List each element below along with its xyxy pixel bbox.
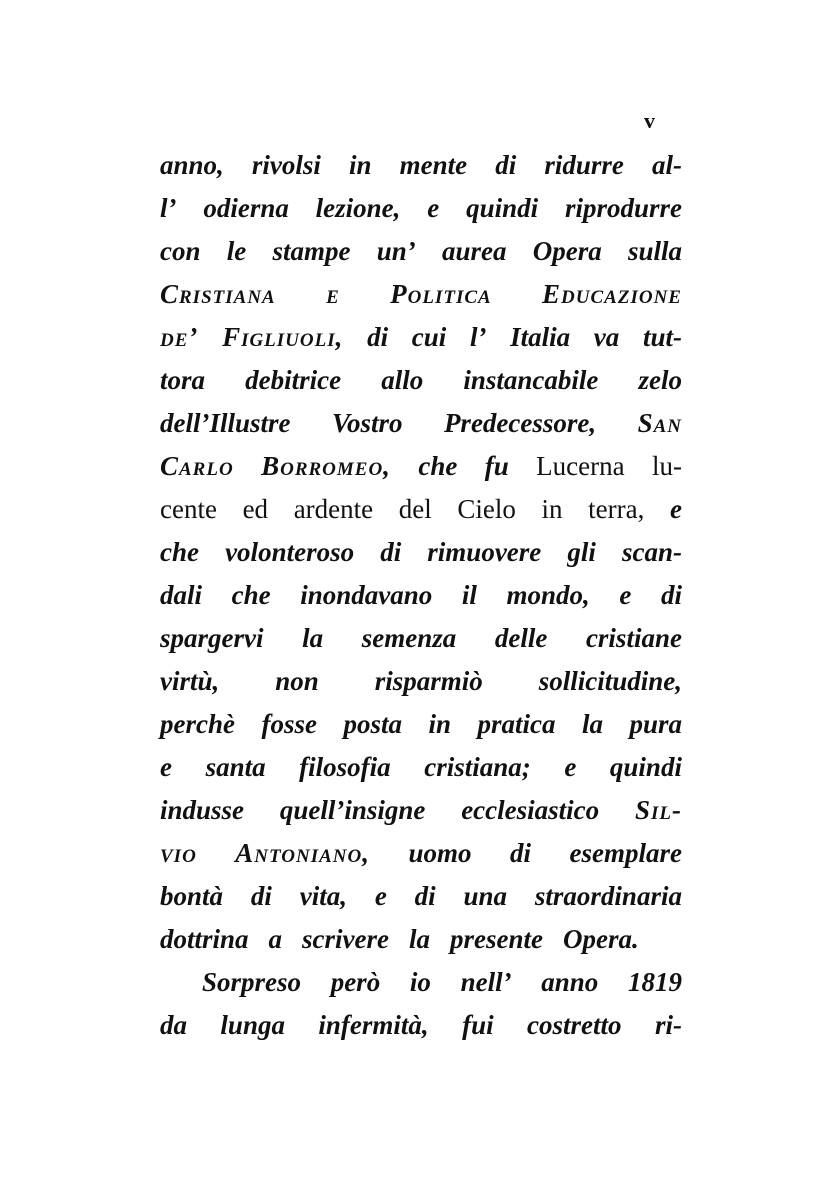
- word: delle: [494, 623, 548, 653]
- word: la: [409, 924, 431, 954]
- word: infermità,: [318, 1010, 429, 1040]
- word: cristiana;: [424, 752, 531, 782]
- word: presente: [450, 924, 543, 954]
- word: bontà: [160, 881, 224, 911]
- word: allo: [381, 365, 424, 395]
- word: di: [414, 881, 436, 911]
- word: e: [374, 881, 387, 911]
- word: posta: [343, 709, 402, 739]
- body-text: [160, 150, 682, 1053]
- word: rivolsi: [251, 150, 321, 180]
- word: Opera.: [563, 924, 639, 954]
- text-line: [160, 666, 682, 709]
- word: del: [398, 494, 432, 524]
- word: instancabile: [463, 365, 599, 395]
- word: uomo: [408, 838, 472, 868]
- text-line: [160, 279, 682, 322]
- page-number: v: [644, 108, 655, 133]
- text-line: [160, 537, 682, 580]
- word: di: [660, 580, 682, 610]
- word: indusse: [160, 795, 245, 825]
- word: Predecessore,: [443, 408, 597, 438]
- word: tora: [160, 365, 206, 395]
- word: quindi: [609, 752, 682, 782]
- word: di: [509, 838, 531, 868]
- word: l’: [160, 193, 177, 223]
- text-line: [160, 236, 682, 279]
- word: volonteroso: [225, 537, 355, 567]
- word: di: [250, 881, 272, 911]
- word: spargervi: [160, 623, 264, 653]
- word: Educazione: [542, 279, 682, 309]
- word: perchè: [160, 709, 235, 739]
- word: dell’Illustre: [160, 408, 291, 438]
- word: va: [593, 322, 620, 352]
- word: lunga: [220, 1010, 285, 1040]
- word: le: [226, 236, 247, 266]
- word: rimuovere: [427, 537, 542, 567]
- word: e: [160, 752, 172, 782]
- word: di: [380, 537, 402, 567]
- word: Cielo: [457, 494, 516, 524]
- word: in: [541, 494, 563, 524]
- text-line: [160, 623, 682, 666]
- text-line: [160, 967, 682, 1010]
- word: riprodurre: [564, 193, 682, 223]
- word: un’: [376, 236, 416, 266]
- word: vita,: [299, 881, 347, 911]
- word: ecclesiastico: [461, 795, 600, 825]
- word: al-: [651, 150, 682, 180]
- word: cui: [411, 322, 447, 352]
- word: e: [619, 580, 632, 610]
- text-line: [160, 838, 682, 881]
- word: e: [427, 193, 440, 223]
- word: 1819: [627, 967, 682, 997]
- word: però: [330, 967, 381, 997]
- word: de’: [160, 322, 199, 352]
- word: Antoniano,: [235, 838, 370, 868]
- text-line: [160, 881, 682, 924]
- word: nell’: [460, 967, 512, 997]
- word: Italia: [510, 322, 571, 352]
- word: una: [463, 881, 508, 911]
- word: Vostro: [331, 408, 403, 438]
- word: debitrice: [245, 365, 342, 395]
- word: risparmiò: [374, 666, 483, 696]
- word: che: [418, 451, 458, 481]
- word: ardente: [293, 494, 374, 524]
- word: dottrina: [160, 924, 249, 954]
- word: esemplare: [569, 838, 682, 868]
- word: la: [302, 623, 324, 653]
- word: straordinaria: [534, 881, 682, 911]
- word: odierna: [203, 193, 289, 223]
- word: sollicitudine,: [538, 666, 682, 696]
- word: non: [275, 666, 319, 696]
- word: Politica: [390, 279, 492, 309]
- word: ri-: [654, 1010, 682, 1040]
- word: cente: [160, 494, 217, 524]
- word: quell’insigne: [279, 795, 426, 825]
- word: e: [564, 752, 577, 782]
- word: in: [349, 150, 372, 180]
- word: e: [669, 494, 682, 524]
- text-line: [160, 752, 682, 795]
- text-line: [160, 580, 682, 623]
- word: in: [428, 709, 451, 739]
- word: Sorpreso: [202, 967, 302, 997]
- word: quindi: [466, 193, 539, 223]
- word: stampe: [272, 236, 351, 266]
- word: da: [160, 1010, 187, 1040]
- word: Opera: [532, 236, 602, 266]
- word: e: [326, 279, 340, 309]
- word: San: [637, 408, 682, 438]
- word: io: [409, 967, 431, 997]
- word: Lucerna: [536, 451, 625, 481]
- word: zelo: [638, 365, 682, 395]
- word: il: [461, 580, 477, 610]
- word: virtù,: [160, 666, 220, 696]
- word: sulla: [627, 236, 682, 266]
- text-line: [160, 365, 682, 408]
- text-line: [160, 494, 682, 537]
- word: santa: [205, 752, 266, 782]
- word: Carlo: [160, 451, 234, 481]
- word: di: [367, 322, 389, 352]
- word: aurea: [441, 236, 507, 266]
- word: Borromeo,: [261, 451, 391, 481]
- word: Cristiana: [160, 279, 276, 309]
- text-line: [160, 709, 682, 752]
- text-line: [160, 795, 682, 838]
- word: pura: [629, 709, 682, 739]
- word: gli: [567, 537, 596, 567]
- text-line: [160, 451, 682, 494]
- word: vio: [160, 838, 197, 868]
- text-line: [160, 150, 682, 193]
- word: scrivere: [302, 924, 389, 954]
- word: anno,: [160, 150, 224, 180]
- word: lu-: [652, 451, 682, 481]
- word: fui: [462, 1010, 494, 1040]
- word: fu: [484, 451, 509, 481]
- word: Figliuoli,: [222, 322, 344, 352]
- word: a: [268, 924, 283, 954]
- word: scan-: [622, 537, 682, 567]
- word: fosse: [261, 709, 317, 739]
- word: che: [160, 537, 199, 567]
- word: mondo,: [506, 580, 590, 610]
- text-line: [160, 924, 682, 967]
- word: ed: [242, 494, 269, 524]
- word: di: [495, 150, 517, 180]
- word: mente: [399, 150, 468, 180]
- word: anno: [541, 967, 599, 997]
- text-line: [160, 193, 682, 236]
- word: Sil-: [634, 795, 682, 825]
- word: lezione,: [315, 193, 401, 223]
- text-line: [160, 408, 682, 451]
- word: l’: [469, 322, 487, 352]
- word: la: [581, 709, 603, 739]
- word: ridurre: [544, 150, 624, 180]
- word: cristiane: [585, 623, 682, 653]
- text-line: [160, 1010, 682, 1053]
- word: con: [160, 236, 201, 266]
- word: semenza: [361, 623, 457, 653]
- word: costretto: [527, 1010, 622, 1040]
- word: che: [231, 580, 271, 610]
- word: inondavano: [300, 580, 433, 610]
- word: pratica: [477, 709, 556, 739]
- word: filosofia: [299, 752, 391, 782]
- text-line: [160, 322, 682, 365]
- word: terra,: [588, 494, 645, 524]
- word: dali: [160, 580, 203, 610]
- word: tut-: [642, 322, 682, 352]
